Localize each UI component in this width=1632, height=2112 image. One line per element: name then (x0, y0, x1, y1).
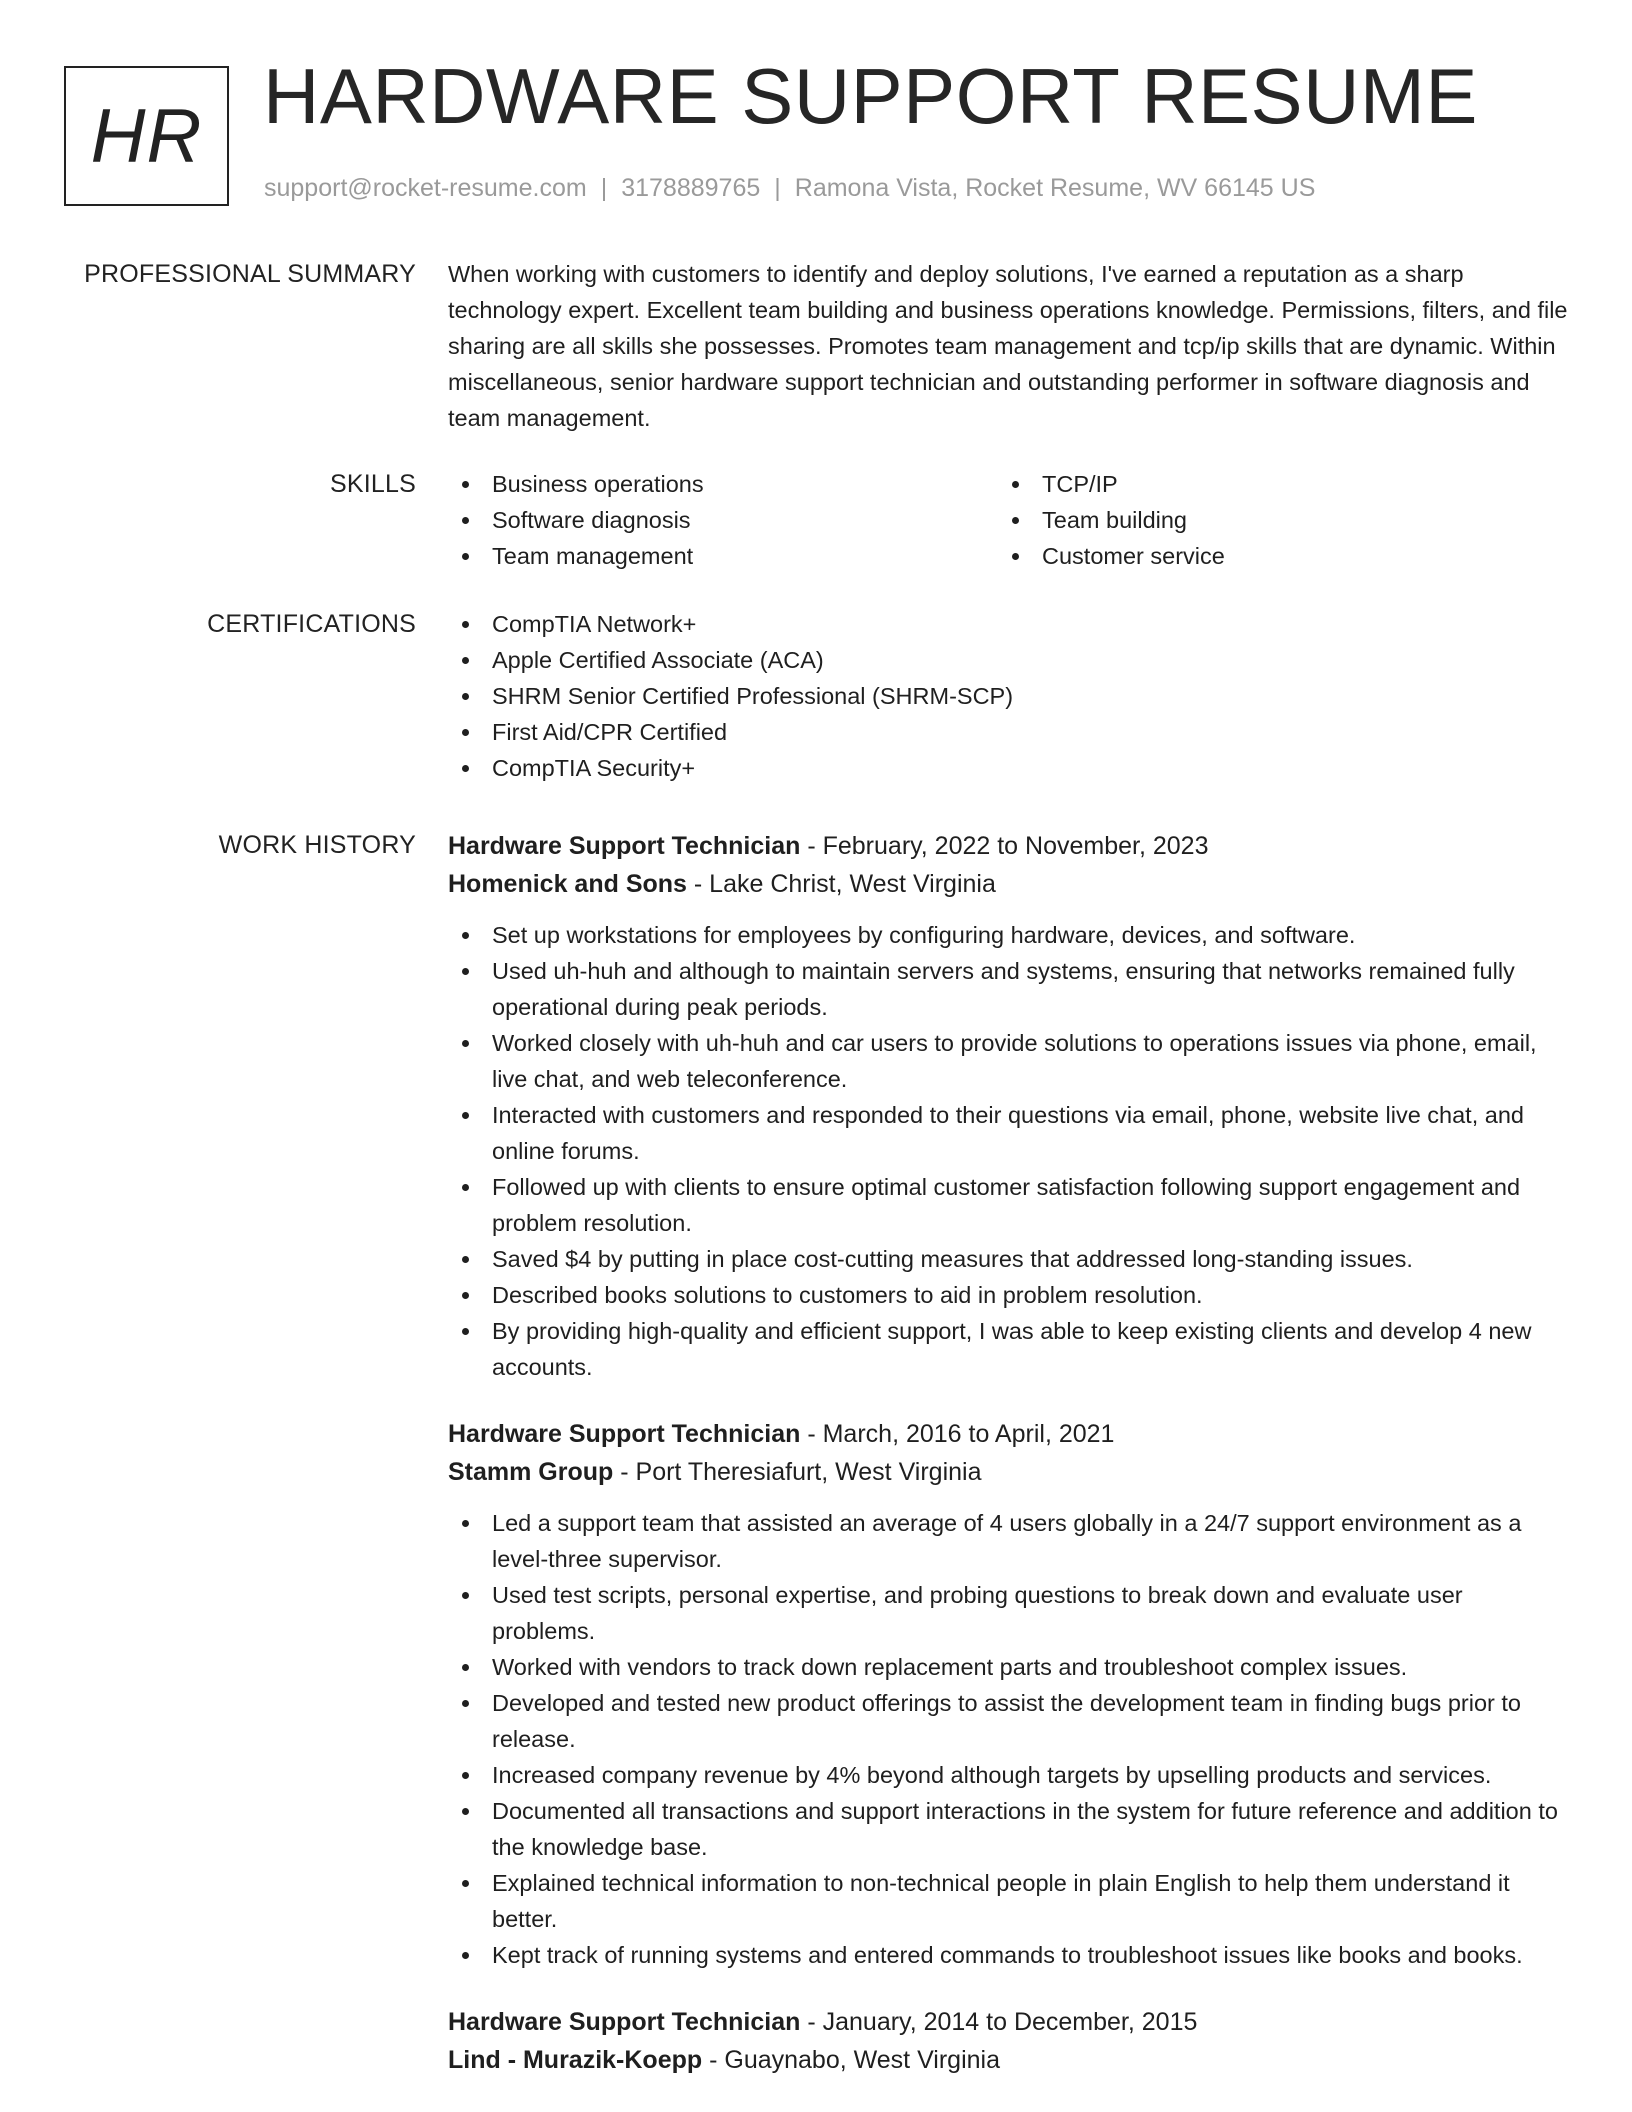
skill-item: Customer service (998, 538, 1548, 574)
job-bullets (448, 917, 1568, 1385)
certification-item: First Aid/CPR Certified (448, 714, 1568, 750)
certification-item: Apple Certified Associate (ACA) (448, 642, 1568, 678)
job-bullet: Worked closely with uh-huh and car users to provide solutions to operations issues via phone, email, live chat, and web teleconference. (448, 1025, 1568, 1097)
job-company: Homenick and Sons (448, 870, 687, 898)
skill-item: Team building (998, 502, 1548, 538)
skills-column-1 (448, 466, 998, 574)
monogram-text: HR (90, 93, 203, 179)
job-company: Stamm Group (448, 1458, 614, 1486)
resume-title: HARDWARE SUPPORT RESUME (263, 52, 1478, 140)
job-title-line (448, 1415, 1568, 1453)
certifications-body (448, 606, 1568, 786)
job-bullet: By providing high-quality and efficient support, I was able to keep existing clients and develop 4 new accounts. (448, 1313, 1568, 1385)
job-location: - Port Theresiafurt, West Virginia (613, 1458, 982, 1486)
skill-item: Software diagnosis (448, 502, 998, 538)
job-bullet: Developed and tested new product offerings to assist the development team in finding bugs prior to release. (448, 1685, 1568, 1757)
summary-heading: PROFESSIONAL SUMMARY (84, 260, 416, 288)
job-entry (448, 1415, 1568, 1973)
job-bullet: Interacted with customers and responded to their questions via email, phone, website live chat, and online forums. (448, 1097, 1568, 1169)
skill-item: Business operations (448, 466, 998, 502)
summary-body (448, 256, 1568, 436)
certifications-list (448, 606, 1568, 786)
job-bullet: Used uh-huh and although to maintain servers and systems, ensuring that networks remained fully operational during peak periods. (448, 953, 1568, 1025)
certification-item: CompTIA Security+ (448, 750, 1568, 786)
job-bullet: Documented all transactions and support interactions in the system for future reference and addition to the knowledge base. (448, 1793, 1568, 1865)
certifications-heading: CERTIFICATIONS (207, 610, 416, 638)
skills-heading: SKILLS (330, 470, 416, 498)
job-company-line (448, 865, 1568, 903)
job-bullet: Set up workstations for employees by configuring hardware, devices, and software. (448, 917, 1568, 953)
job-bullets (448, 1505, 1568, 1973)
work-history-heading: WORK HISTORY (218, 831, 416, 859)
job-bullet: Kept track of running systems and entered commands to troubleshoot issues like books and books. (448, 1937, 1568, 1973)
job-company-line (448, 2041, 1568, 2079)
job-entry (448, 2003, 1568, 2079)
job-title-line (448, 827, 1568, 865)
job-bullet: Worked with vendors to track down replacement parts and troubleshoot complex issues. (448, 1649, 1568, 1685)
certification-item: SHRM Senior Certified Professional (SHRM-SCP) (448, 678, 1568, 714)
skills-grid (448, 466, 1568, 574)
summary-text: When working with customers to identify and deploy solutions, I've earned a reputation as a sharp technology expert. Excellent team building and business operations knowledge. Permissions, filters, and file sharing are all skills she possesses. Promotes team management and tcp/ip skills that are dynamic. Within miscellaneous, senior hardware support technician and outstanding performer in software diagnosis and team management. (448, 261, 1568, 431)
job-dates: - February, 2022 to November, 2023 (800, 832, 1209, 860)
job-bullet: Saved $4 by putting in place cost-cutting measures that addressed long-standing issues. (448, 1241, 1568, 1277)
certification-item: CompTIA Network+ (448, 606, 1568, 642)
job-bullet: Used test scripts, personal expertise, and probing questions to break down and evaluate user problems. (448, 1577, 1568, 1649)
job-bullet: Increased company revenue by 4% beyond although targets by upselling products and services. (448, 1757, 1568, 1793)
work-history-body (448, 827, 1568, 2109)
job-dates: - January, 2014 to December, 2015 (800, 2008, 1198, 2036)
contact-line (264, 174, 1315, 203)
job-company-line (448, 1453, 1568, 1491)
job-title: Hardware Support Technician (448, 2008, 801, 2036)
job-entry (448, 827, 1568, 1385)
contact-email: support@rocket-resume.com (264, 174, 587, 202)
job-dates: - March, 2016 to April, 2021 (800, 1420, 1115, 1448)
monogram-box (64, 66, 229, 206)
contact-separator: | (600, 174, 608, 202)
job-title-line (448, 2003, 1568, 2041)
job-location: - Guaynabo, West Virginia (702, 2046, 1000, 2074)
job-bullet: Followed up with clients to ensure optimal customer satisfaction following support engagement and problem resolution. (448, 1169, 1568, 1241)
job-location: - Lake Christ, West Virginia (686, 870, 996, 898)
contact-separator: | (774, 174, 781, 202)
job-title: Hardware Support Technician (448, 1420, 801, 1448)
skill-item: TCP/IP (998, 466, 1548, 502)
job-bullet: Described books solutions to customers to aid in problem resolution. (448, 1277, 1568, 1313)
job-bullet: Led a support team that assisted an average of 4 users globally in a 24/7 support environment as a level-three supervisor. (448, 1505, 1568, 1577)
contact-address: Ramona Vista, Rocket Resume, WV 66145 US (794, 174, 1316, 202)
job-company: Lind - Murazik-Koepp (448, 2046, 703, 2074)
contact-phone: 3178889765 (621, 174, 761, 202)
skill-item: Team management (448, 538, 998, 574)
job-title: Hardware Support Technician (448, 832, 801, 860)
skills-column-2 (998, 466, 1548, 574)
job-bullet: Explained technical information to non-technical people in plain English to help them understand it better. (448, 1865, 1568, 1937)
